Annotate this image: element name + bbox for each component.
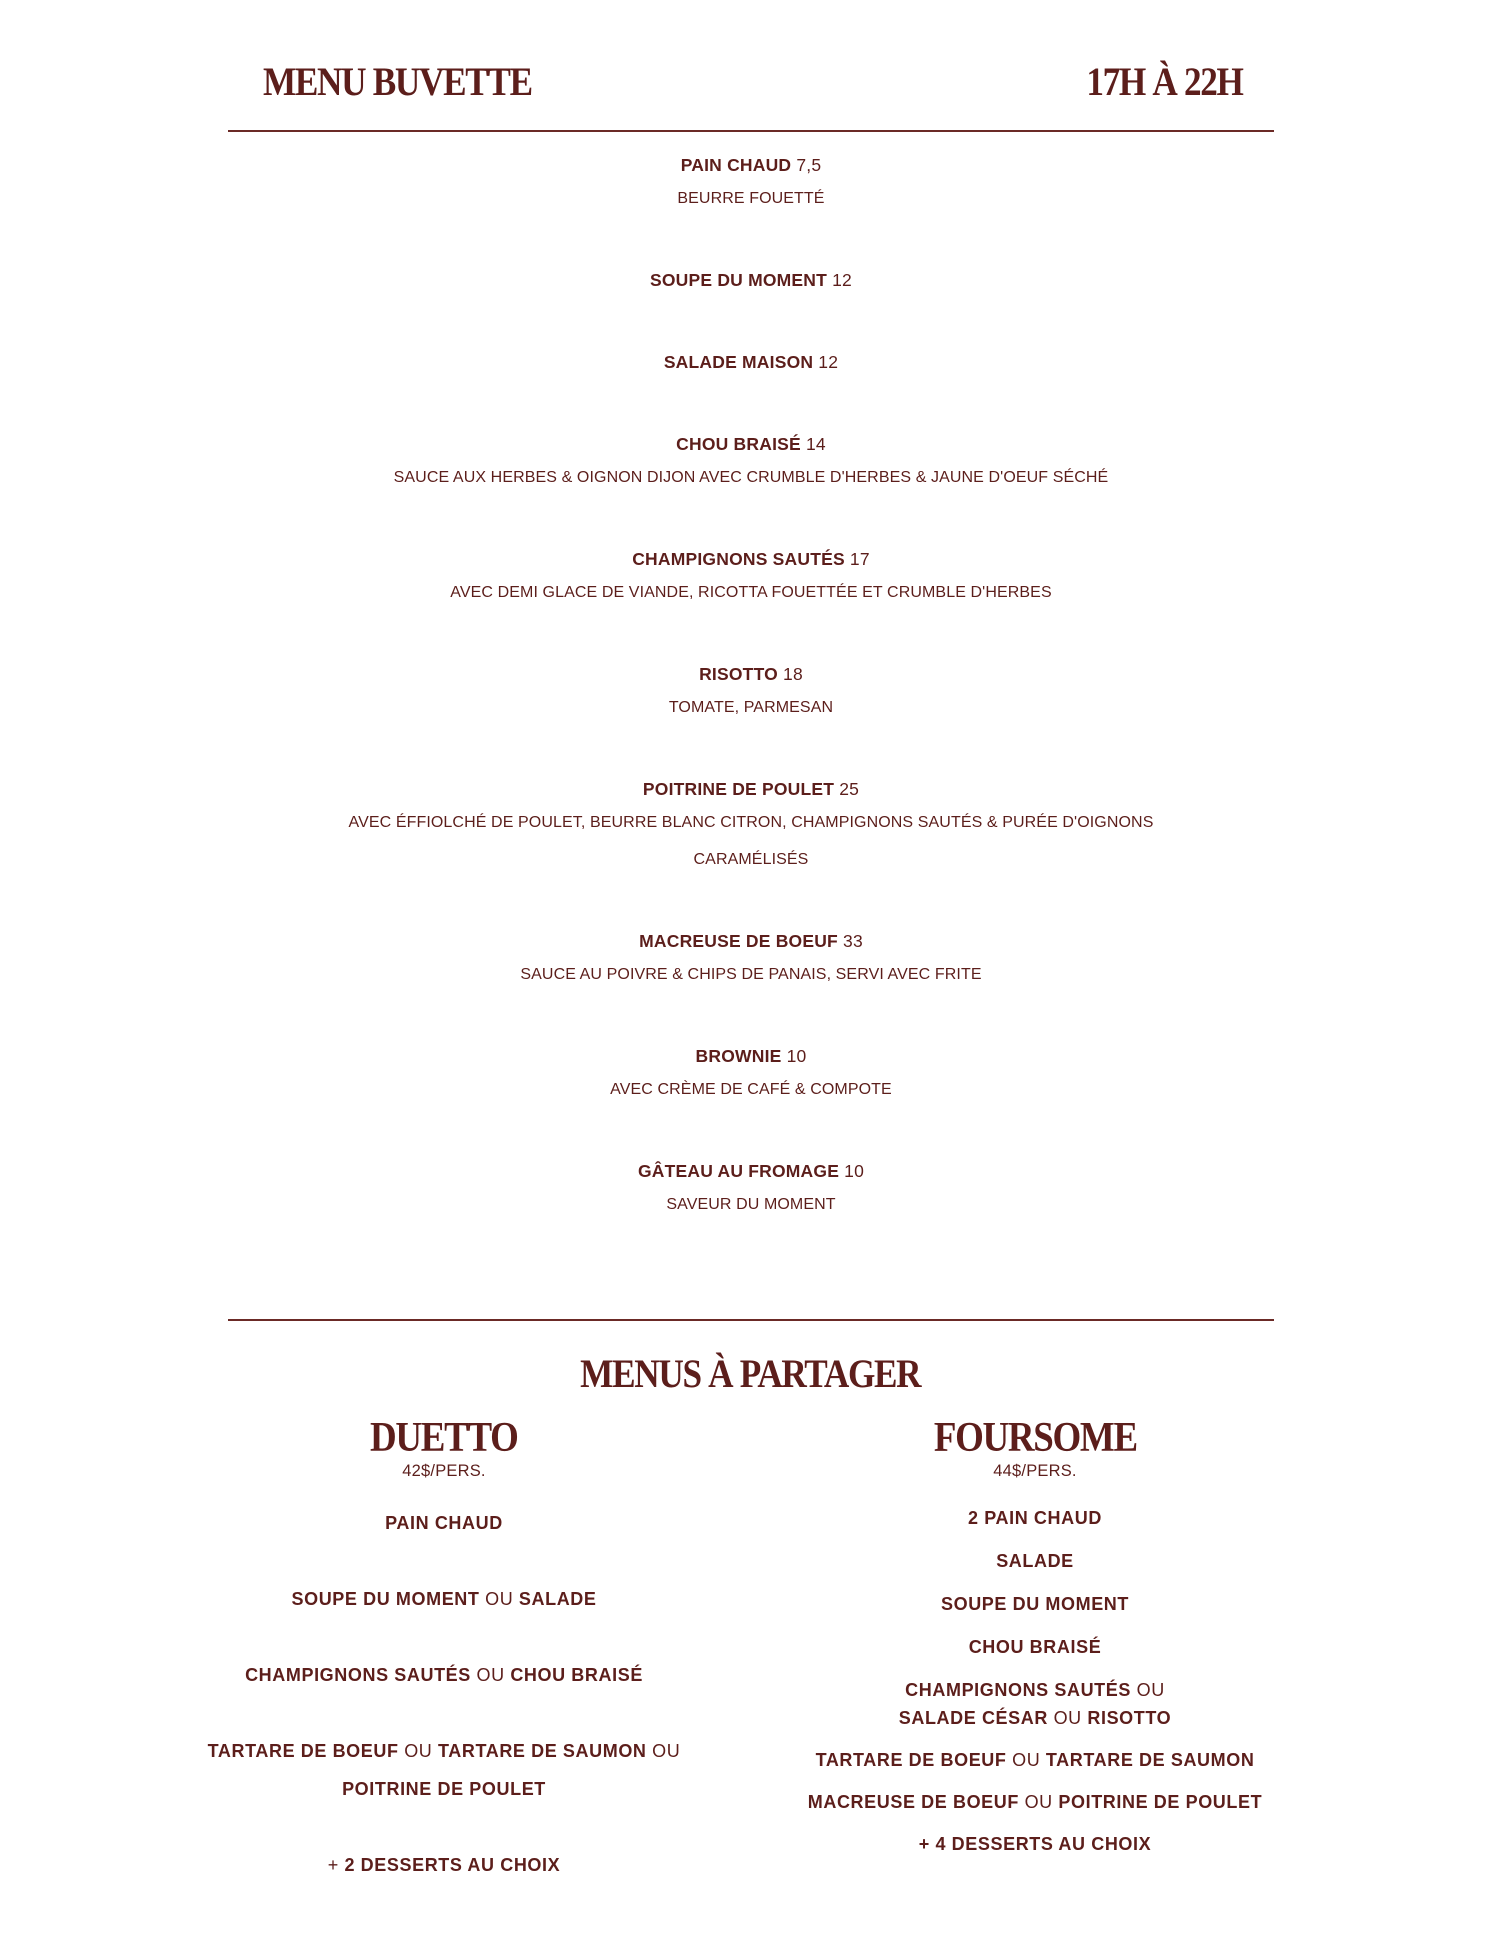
menu-item xyxy=(228,1156,1274,1223)
menu-item-heading xyxy=(228,1041,1274,1071)
duetto-course-line xyxy=(164,1504,724,1542)
menu-item-name: POITRINE DE POULET xyxy=(642,779,835,799)
menu-item-price: 18 xyxy=(783,664,803,684)
menu-item-name: MACREUSE DE BOEUF xyxy=(639,931,838,951)
foursome-course-line xyxy=(755,1676,1315,1704)
course-name: MACREUSE DE BOEUF xyxy=(807,1792,1019,1812)
duetto-course-line xyxy=(164,1732,724,1770)
menu-item-heading xyxy=(228,150,1274,180)
foursome-course-line xyxy=(755,1704,1315,1732)
sharing-menus-heading xyxy=(0,1350,1500,1397)
menu-item-name: CHAMPIGNONS SAUTÉS xyxy=(632,549,845,569)
menu-item-name: PAIN CHAUD xyxy=(680,155,792,175)
course-name: RISOTTO xyxy=(1087,1708,1172,1728)
menu-item xyxy=(228,265,1274,295)
foursome-course-line xyxy=(755,1547,1315,1575)
menu-item-price: 10 xyxy=(786,1046,807,1066)
duetto-title: DUETTO xyxy=(370,1415,518,1461)
menu-item-price: 12 xyxy=(818,352,839,372)
course-name: + 4 DESSERTS AU CHOIX xyxy=(918,1834,1152,1854)
course-name: TARTARE DE SAUMON xyxy=(1045,1750,1255,1770)
menu-item-heading xyxy=(228,265,1274,295)
menu-item-price: 33 xyxy=(843,931,863,951)
menu-item-description: AVEC CRÈME DE CAFÉ & COMPOTE xyxy=(610,1081,892,1098)
menu-item-description: SAUCE AUX HERBES & OIGNON DIJON AVEC CRUMBLE D'HERBES & JAUNE D'OEUF SÉCHÉ xyxy=(393,469,1109,486)
course-name: POITRINE DE POULET xyxy=(1058,1792,1263,1812)
connector-text: OU xyxy=(1018,1792,1059,1812)
connector-text: + xyxy=(327,1855,345,1875)
foursome-course-line xyxy=(755,1590,1315,1618)
menu-item-name: CHOU BRAISÉ xyxy=(676,434,801,454)
menu-item-name: SALADE MAISON xyxy=(663,352,814,372)
menu-item xyxy=(228,347,1274,377)
menu-item-description: SAUCE AU POIVRE & CHIPS DE PANAIS, SERVI AVEC FRITE xyxy=(520,966,982,983)
foursome-menu xyxy=(755,1415,1315,1858)
course-name: SOUPE DU MOMENT xyxy=(291,1589,480,1609)
menu-item-heading xyxy=(228,659,1274,689)
menu-item-heading xyxy=(228,347,1274,377)
menu-item-price: 17 xyxy=(849,549,870,569)
foursome-price: 44$/PERS. xyxy=(993,1462,1077,1480)
menu-item-description: BEURRE FOUETTÉ xyxy=(677,190,825,207)
menu-item xyxy=(228,926,1274,993)
menu-item xyxy=(228,429,1274,496)
course-name: SALADE CÉSAR xyxy=(898,1708,1048,1728)
course-name: TARTARE DE BOEUF xyxy=(207,1741,399,1761)
course-name: CHOU BRAISÉ xyxy=(968,1637,1102,1657)
course-name: 2 PAIN CHAUD xyxy=(968,1508,1102,1528)
menu-item-name: RISOTTO xyxy=(699,664,778,684)
course-name: SALADE xyxy=(996,1551,1074,1571)
menu-item-price: 10 xyxy=(844,1161,865,1181)
menu-item-heading xyxy=(228,926,1274,956)
course-name: 2 DESSERTS AU CHOIX xyxy=(344,1855,561,1875)
menu-item-name: GÂTEAU AU FROMAGE xyxy=(637,1161,840,1181)
foursome-title: FOURSOME xyxy=(933,1415,1137,1461)
menu-item-description: SAVEUR DU MOMENT xyxy=(666,1196,836,1213)
foursome-course-line xyxy=(755,1788,1315,1816)
duetto-course-line xyxy=(164,1846,724,1884)
connector-text: OU xyxy=(1131,1680,1165,1700)
menu-item-price: 7,5 xyxy=(796,155,822,175)
foursome-course-line xyxy=(755,1746,1315,1774)
menu-item-description: AVEC ÉFFIOLCHÉ DE POULET, BEURRE BLANC CITRON, CHAMPIGNONS SAUTÉS & PURÉE D'OIGNONS xyxy=(348,814,1154,831)
foursome-course-line xyxy=(755,1633,1315,1661)
menu-item xyxy=(228,150,1274,217)
course-name: SALADE xyxy=(518,1589,597,1609)
connector-text: OU xyxy=(398,1741,438,1761)
course-name: SOUPE DU MOMENT xyxy=(940,1594,1129,1614)
menu-item xyxy=(228,544,1274,611)
foursome-course-line xyxy=(755,1830,1315,1858)
menu-item xyxy=(228,659,1274,726)
top-divider xyxy=(228,130,1274,132)
menu-item-name: BROWNIE xyxy=(695,1046,782,1066)
connector-text: OU xyxy=(1006,1750,1046,1770)
menu-items-list xyxy=(228,150,1274,1223)
foursome-course-list xyxy=(755,1504,1315,1858)
course-name: CHOU BRAISÉ xyxy=(510,1665,643,1685)
duetto-course-line xyxy=(164,1656,724,1694)
course-name: TARTARE DE BOEUF xyxy=(815,1750,1007,1770)
course-name: PAIN CHAUD xyxy=(385,1513,503,1533)
duetto-menu xyxy=(164,1415,724,1884)
connector-text: OU xyxy=(646,1741,681,1761)
menu-item-description: AVEC DEMI GLACE DE VIANDE, RICOTTA FOUETTÉE ET CRUMBLE D'HERBES xyxy=(450,584,1052,601)
course-name: POITRINE DE POULET xyxy=(342,1779,546,1799)
menu-item-name: SOUPE DU MOMENT xyxy=(650,270,828,290)
menu-item-heading xyxy=(228,544,1274,574)
menu-item-description: CARAMÉLISÉS xyxy=(693,851,809,868)
duetto-course-line xyxy=(164,1770,724,1808)
menu-item-description: TOMATE, PARMESAN xyxy=(668,699,834,716)
course-name: TARTARE DE SAUMON xyxy=(438,1741,647,1761)
connector-text: OU xyxy=(479,1589,519,1609)
menu-item-heading xyxy=(228,774,1274,804)
menu-item xyxy=(228,1041,1274,1108)
menu-item-price: 14 xyxy=(805,434,826,454)
menu-item-price: 12 xyxy=(832,270,852,290)
menu-item-heading xyxy=(228,429,1274,459)
connector-text: OU xyxy=(1047,1708,1088,1728)
service-hours: 17H À 22H xyxy=(1086,59,1243,104)
course-name: CHAMPIGNONS SAUTÉS xyxy=(905,1680,1131,1700)
menu-item-heading xyxy=(228,1156,1274,1186)
foursome-course-line xyxy=(755,1504,1315,1532)
menu-item-price: 25 xyxy=(839,779,860,799)
duetto-course-line xyxy=(164,1580,724,1618)
menu-title: MENU BUVETTE xyxy=(263,59,532,104)
menu-item xyxy=(228,774,1274,878)
sharing-menus-title: MENUS À PARTAGER xyxy=(579,1351,921,1396)
duetto-price: 42$/PERS. xyxy=(402,1462,486,1480)
section-divider xyxy=(228,1319,1274,1321)
duetto-course-list xyxy=(164,1504,724,1884)
course-name: CHAMPIGNONS SAUTÉS xyxy=(245,1665,471,1685)
connector-text: OU xyxy=(470,1665,511,1685)
